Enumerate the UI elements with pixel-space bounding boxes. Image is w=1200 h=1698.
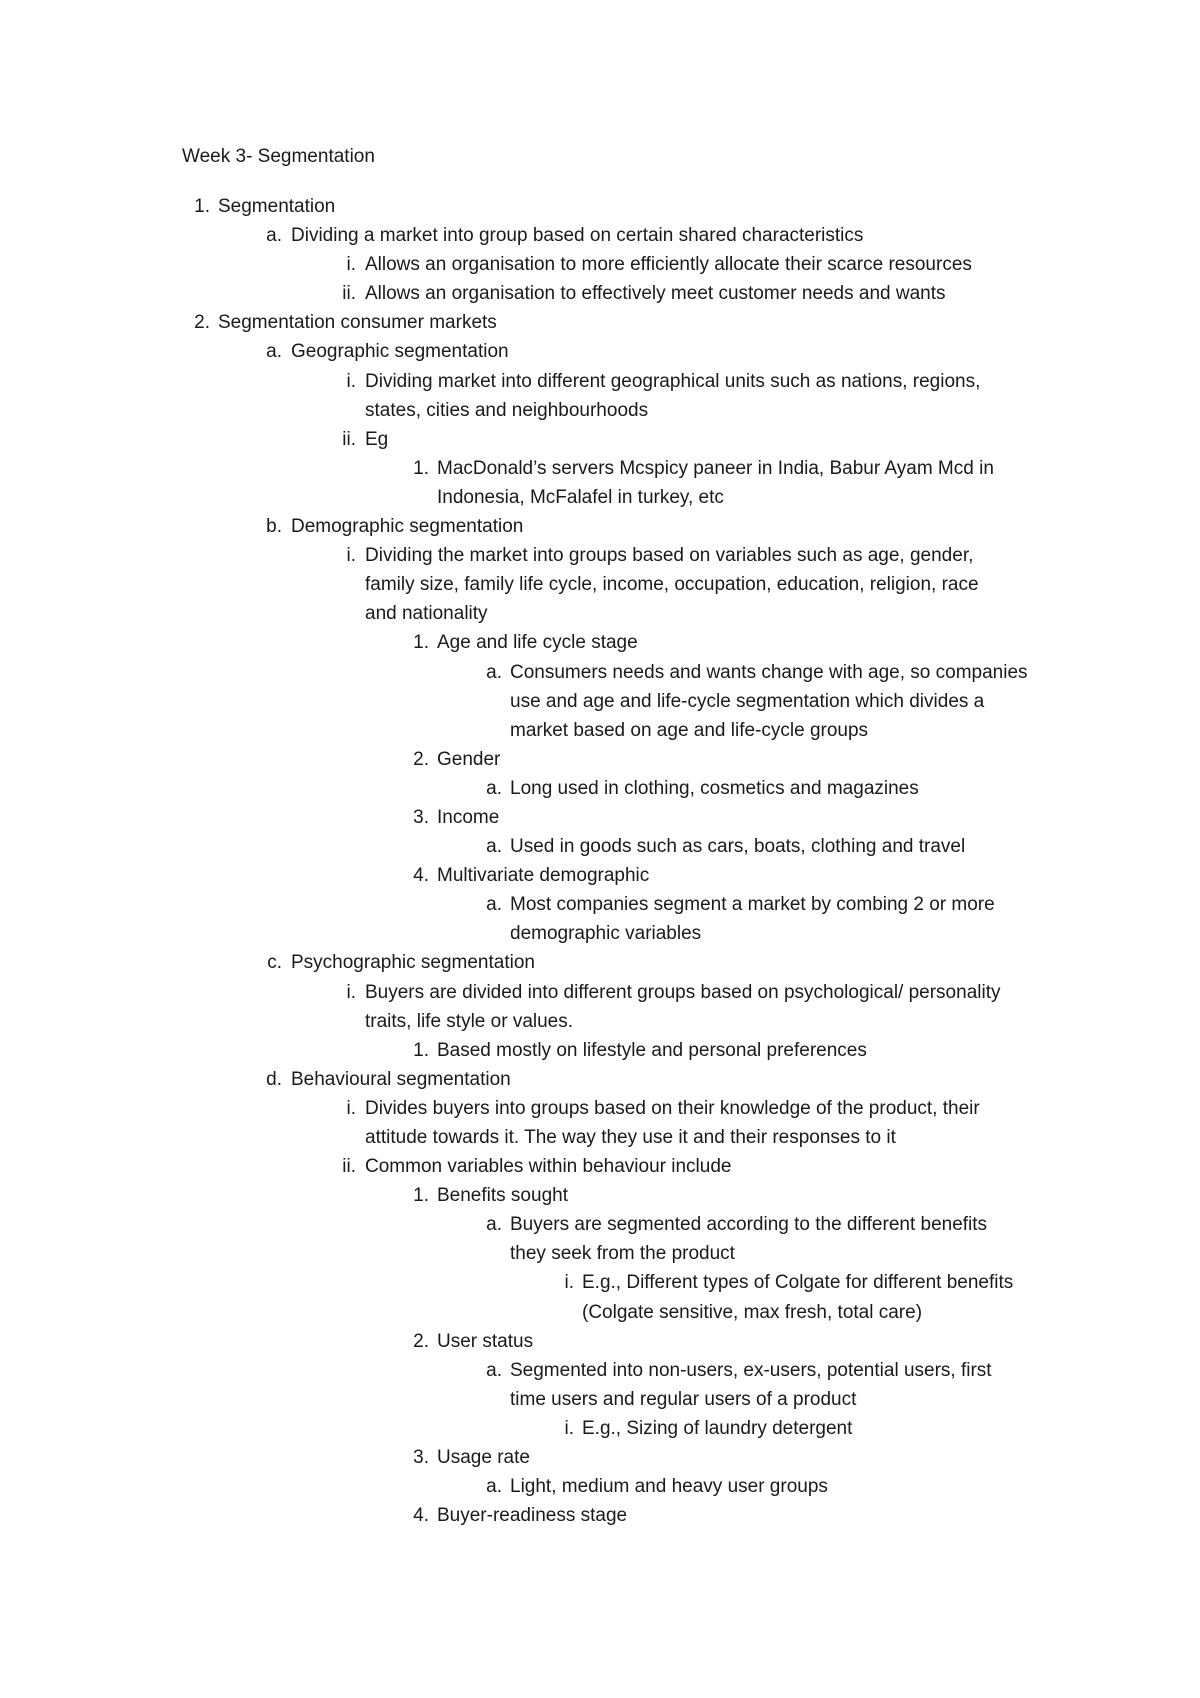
outline-line [0,1123,1200,1152]
list-item-text: Dividing market into different geographical units such as nations, regions, [365,370,981,392]
list-marker: c. [267,952,282,974]
list-marker: 3. [413,1447,429,1469]
list-item-text: Usage rate [437,1447,530,1469]
list-item-text: Light, medium and heavy user groups [510,1476,828,1498]
list-item-text: Behavioural segmentation [291,1068,511,1090]
list-item-text: Buyers are segmented according to the different benefits [510,1214,988,1236]
list-item-text: Common variables within behaviour include [365,1156,732,1178]
list-marker: a. [486,1359,502,1381]
outline-line [0,1181,1200,1210]
outline-line [0,541,1200,570]
list-item-text: User status [437,1330,534,1352]
list-marker: ii. [342,428,356,450]
list-item-text: family size, family life cycle, income, occupation, education, religion, race [365,574,979,596]
outline-line [0,948,1200,977]
list-marker: i. [564,1272,574,1294]
list-marker: 1. [413,632,429,654]
outline-line [0,1152,1200,1181]
outline-line [0,1036,1200,1065]
list-marker: b. [266,516,282,538]
list-marker: a. [486,777,502,799]
outline-line [0,687,1200,716]
list-item-text: Based mostly on lifestyle and personal preferences [437,1039,867,1061]
outline-line [0,1414,1200,1443]
outline-line [0,1268,1200,1297]
list-marker: a. [486,1214,502,1236]
list-item-text: Long used in clothing, cosmetics and magazines [510,777,919,799]
outline-line [0,1298,1200,1327]
list-item-text: Used in goods such as cars, boats, clothing and travel [510,836,966,858]
list-item-text: Divides buyers into groups based on their knowledge of the product, their [365,1097,980,1119]
list-item-text: MacDonald’s servers Mcspicy paneer in India, Babur Ayam Mcd in [437,457,994,479]
outline-line [0,192,1200,221]
list-item-text: Most companies segment a market by combing 2 or more [510,894,995,916]
list-item-text: Segmentation [218,196,336,217]
list-marker: 2. [194,312,210,334]
list-item-text: Eg [365,428,389,450]
list-marker: i. [564,1417,574,1439]
list-marker: 1. [413,1185,429,1207]
page-title: Week 3- Segmentation [182,146,375,167]
list-item-text: Buyers are divided into different groups based on psychological/ personality [365,981,1001,1003]
outline-line [0,803,1200,832]
list-item-text: market based on age and life-cycle groups [510,719,869,741]
list-marker: a. [486,1476,502,1498]
list-item-text: Geographic segmentation [291,341,509,363]
outline-line [0,890,1200,919]
list-marker: i. [346,254,356,276]
list-item-text: demographic variables [510,923,702,945]
list-marker: i. [346,981,356,1003]
list-marker: i. [346,370,356,392]
outline-line [0,1065,1200,1094]
list-item-text: (Colgate sensitive, max fresh, total care) [582,1301,923,1323]
list-item-text: use and age and life-cycle segmentation which divides a [510,690,985,712]
list-item-text: Benefits sought [437,1185,568,1207]
list-item-text: Indonesia, McFalafel in turkey, etc [437,486,724,508]
list-item-text: they seek from the product [510,1243,735,1265]
list-marker: ii. [342,283,356,305]
list-item-text: Buyer-readiness stage [437,1505,628,1527]
outline-line [0,1356,1200,1385]
outline-line [0,512,1200,541]
list-marker: i. [346,1097,356,1119]
outline-line [0,570,1200,599]
outline-line [0,1007,1200,1036]
list-marker: 2. [413,1330,429,1352]
outline-line [0,1385,1200,1414]
outline-line [0,250,1200,279]
list-marker: a. [266,225,282,247]
list-marker: a. [486,661,502,683]
list-item-text: Segmentation consumer markets [218,312,497,334]
outline-line [0,425,1200,454]
list-marker: 1. [194,196,210,217]
outline-line [0,337,1200,366]
outline-line [0,396,1200,425]
outline-line [0,861,1200,890]
outline-line [0,1443,1200,1472]
list-item-text: Psychographic segmentation [291,952,535,974]
list-marker: 2. [413,748,429,770]
outline-line [0,978,1200,1007]
list-marker: 3. [413,806,429,828]
list-item-text: states, cities and neighbourhoods [365,399,649,421]
list-item-text: Multivariate demographic [437,865,650,887]
outline-list [0,192,1200,1530]
outline-line [0,658,1200,687]
list-marker: i. [346,545,356,567]
list-marker: d. [266,1068,282,1090]
outline-line [0,483,1200,512]
list-item-text: Allows an organisation to effectively meet customer needs and wants [365,283,946,305]
outline-line [0,1327,1200,1356]
outline-line [0,279,1200,308]
list-item-text: E.g., Sizing of laundry detergent [582,1417,853,1439]
outline-line [0,832,1200,861]
list-marker: 4. [413,1505,429,1527]
outline-line [0,367,1200,396]
list-item-text: traits, life style or values. [365,1010,574,1032]
list-item-text: Dividing the market into groups based on variables such as age, gender, [365,545,974,567]
list-marker: a. [486,894,502,916]
list-item-text: E.g., Different types of Colgate for different benefits [582,1272,1014,1294]
outline-line [0,454,1200,483]
outline-line [0,745,1200,774]
list-item-text: Consumers needs and wants change with age, so companies [510,661,1028,683]
outline-line [0,774,1200,803]
outline-line [0,1210,1200,1239]
outline-line [0,628,1200,657]
list-marker: 4. [413,865,429,887]
list-item-text: Age and life cycle stage [437,632,638,654]
list-marker: a. [266,341,282,363]
outline-line [0,1501,1200,1530]
outline-line [0,1094,1200,1123]
outline-line [0,1239,1200,1268]
list-item-text: attitude towards it. The way they use it and their responses to it [365,1127,896,1148]
outline-line [0,1472,1200,1501]
list-item-text: Allows an organisation to more efficiently allocate their scarce resources [365,254,972,276]
outline-line [0,919,1200,948]
list-item-text: and nationality [365,603,488,625]
outline-line [0,599,1200,628]
list-item-text: Gender [437,748,501,770]
list-item-text: Demographic segmentation [291,516,524,538]
outline-line [0,308,1200,337]
list-item-text: Segmented into non-users, ex-users, potential users, first [510,1359,992,1381]
outline-line [0,221,1200,250]
list-marker: 1. [413,457,429,479]
list-item-text: time users and regular users of a product [510,1388,857,1410]
list-marker: a. [486,836,502,858]
list-marker: 1. [413,1039,429,1061]
outline-line [0,716,1200,745]
list-item-text: Income [437,806,500,828]
list-marker: ii. [342,1156,356,1178]
list-item-text: Dividing a market into group based on certain shared characteristics [291,225,864,247]
